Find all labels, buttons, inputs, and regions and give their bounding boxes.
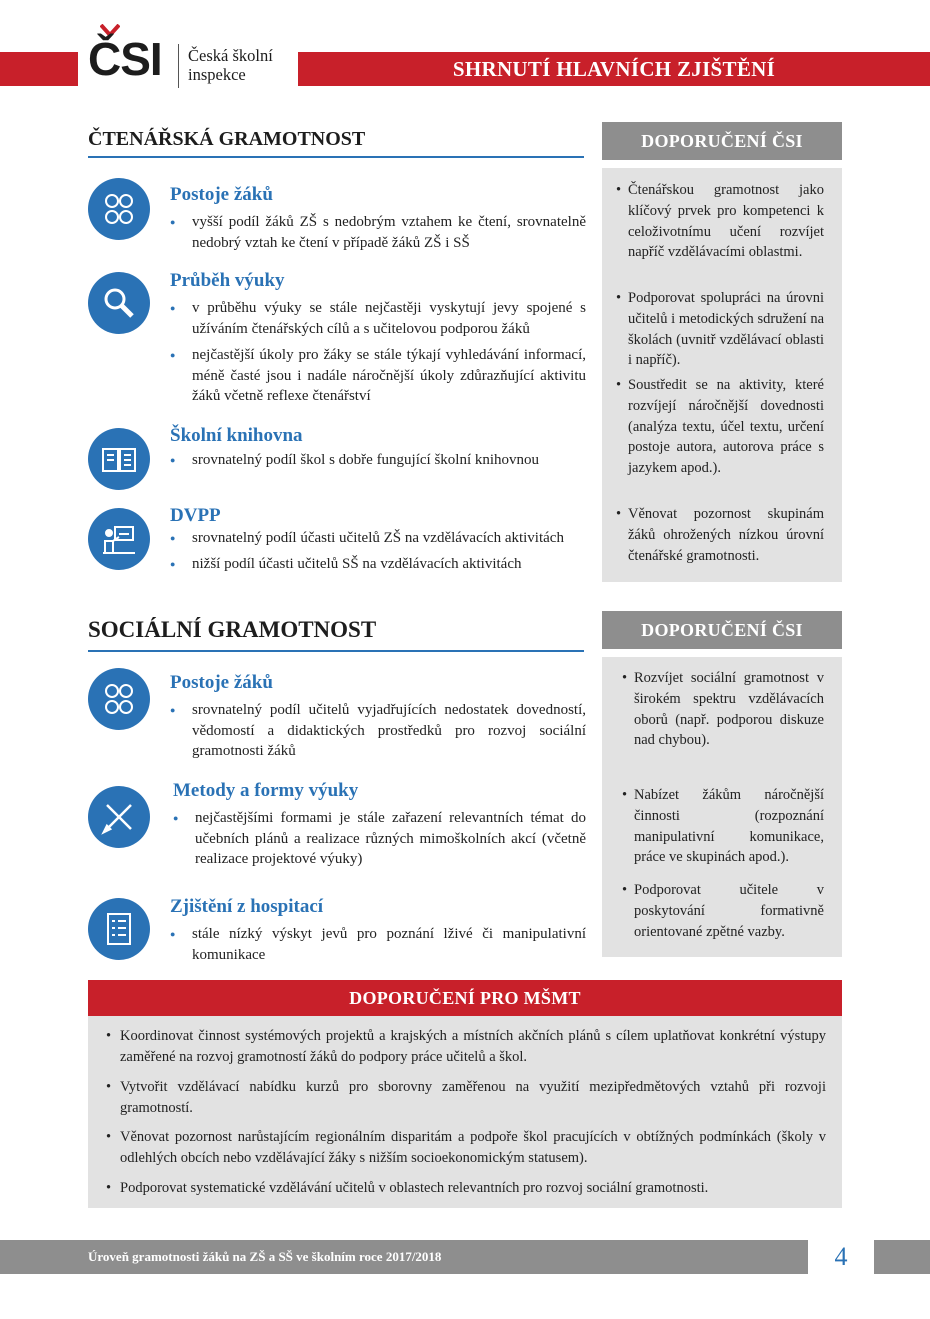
item-title: Školní knihovna xyxy=(170,425,303,446)
bullet-text: ● nejčastější úkoly pro žáky se stále týkají vyhledávání informací, méně časté jsou i nadále náročnější úkoly zdůrazňující aktivitu žáků včetně reflexe čtenářství xyxy=(170,345,586,407)
recommendation-item: • Čtenářskou gramotnost jako klíčový prvek pro kompetenci k celoživotnímu učení rozvíjet napříč vzdělávacími oblastmi. xyxy=(628,180,824,263)
section-rule xyxy=(88,650,584,652)
recommendations-header: DOPORUČENÍ ČSI xyxy=(602,122,842,160)
section-title-reading: ČTENÁŘSKÁ GRAMOTNOST xyxy=(88,128,366,150)
magnifier-icon xyxy=(88,272,150,334)
item-title: Postoje žáků xyxy=(170,672,273,693)
item-title: Zjištění z hospitací xyxy=(170,896,324,917)
org-name-line1: Česká školní xyxy=(188,46,273,65)
bullet-text: ● vyšší podíl žáků ZŠ s nedobrým vztahem ke čtení, srovnatelně nedobrý vztah ke čtení v případě žáků ZŠ i SŠ xyxy=(170,212,586,253)
page-number: 4 xyxy=(834,1242,848,1271)
footer-text: Úroveň gramotnosti žáků na ZŠ a SŠ ve školním roce 2017/2018 xyxy=(88,1249,442,1264)
checklist-icon xyxy=(88,898,150,960)
msmt-item: • Věnovat pozornost narůstajícím regionálním disparitám a podpoře škol pracujících v obtížných podmínkách (školy v odlehlých obcích nebo vzdělávající žáky s nižším socioekonomickým statusem). xyxy=(120,1127,826,1168)
header-bar-left xyxy=(0,52,78,86)
recommendation-item: • Nabízet žákům náročnější činnosti (rozpoznání manipulativní komunikace, práce ve skupinách apod.). xyxy=(634,785,824,868)
item-title: Průběh výuky xyxy=(170,270,285,291)
bullet-text: ● srovnatelný podíl učitelů vyjadřujících nedostatek dovedností, vědomostí a didaktických prostředků pro rozvoj sociální gramotnosti žáků xyxy=(170,700,586,762)
students-icon xyxy=(88,668,150,730)
recommendation-item: • Soustředit se na aktivity, které rozvíjejí náročnější dovednosti (analýza textu, účel textu, určení postoje autora, autorova práce s jazykem apod.). xyxy=(628,375,824,479)
page-title: SHRNUTÍ HLAVNÍCH ZJIŠTĚNÍ xyxy=(452,56,776,81)
item-title: DVPP xyxy=(170,505,221,526)
item-title: Metody a formy výuky xyxy=(173,780,359,801)
recommendation-item: • Podporovat spolupráci na úrovni učitelů i metodických sdružení na školách (uvnitř vzdělávací oblasti i napříč). xyxy=(628,288,824,371)
logo-separator xyxy=(178,44,179,88)
bullet-text: ● nižší podíl účasti učitelů SŠ na vzdělávacích aktivitách xyxy=(170,554,586,575)
logo: ČSI xyxy=(88,33,162,85)
msmt-item: • Koordinovat činnost systémových projektů a krajských a místních akčních plánů s cílem uplatňovat konkrétní výstupy zaměřené na rozvoj gramotností žáků do podpory práce učitelů a škol. xyxy=(120,1026,826,1067)
msmt-item: • Vytvořit vzdělávací nabídku kurzů pro sborovny zaměřenou na využití mezipředmětových vztahů při rozvoji gramotností. xyxy=(120,1077,826,1118)
msmt-item: • Podporovat systematické vzdělávání učitelů v oblastech relevantních pro rozvoj sociální gramotnosti. xyxy=(120,1178,826,1199)
bullet-text: ● srovnatelný podíl škol s dobře fungující školní knihovnou xyxy=(170,450,586,471)
bullet-text: ● stále nízký výskyt jevů pro poznání lživé či manipulativní komunikace xyxy=(170,924,586,965)
recommendation-item: • Podporovat učitele v poskytování formativně orientované zpětné vazby. xyxy=(634,880,824,942)
pencil-ruler-icon xyxy=(88,786,150,848)
teacher-icon xyxy=(88,508,150,570)
section-title-social: SOCIÁLNÍ GRAMOTNOST xyxy=(88,617,377,642)
recommendation-item: • Věnovat pozornost skupinám žáků ohrožených nízkou úrovní čtenářské gramotnosti. xyxy=(628,504,824,566)
org-name xyxy=(188,46,273,84)
recommendations-header: DOPORUČENÍ ČSI xyxy=(602,611,842,649)
section-rule xyxy=(88,156,584,158)
org-name-line2: inspekce xyxy=(188,65,246,84)
book-icon xyxy=(88,428,150,490)
bullet-text: ● v průběhu výuky se stále nejčastěji vyskytují jevy spojené s užíváním čtenářských cílů a s učitelovou podporou žáků xyxy=(170,298,586,339)
footer-bar-right xyxy=(874,1240,930,1274)
bullet-text: ● nejčastějšími formami je stále zařazení relevantních témat do učebních plánů a realizace různých mimoškolních akcí (včetně realizace projektové výuky) xyxy=(173,808,586,870)
recommendation-item: • Rozvíjet sociální gramotnost v širokém spektru vzdělávacích oborů (např. podporou diskuze nad chybou). xyxy=(634,668,824,751)
bullet-text: ● srovnatelný podíl účasti učitelů ZŠ na vzdělávacích aktivitách xyxy=(170,528,586,549)
students-icon xyxy=(88,178,150,240)
item-title: Postoje žáků xyxy=(170,184,273,205)
msmt-header: DOPORUČENÍ PRO MŠMT xyxy=(88,980,842,1016)
